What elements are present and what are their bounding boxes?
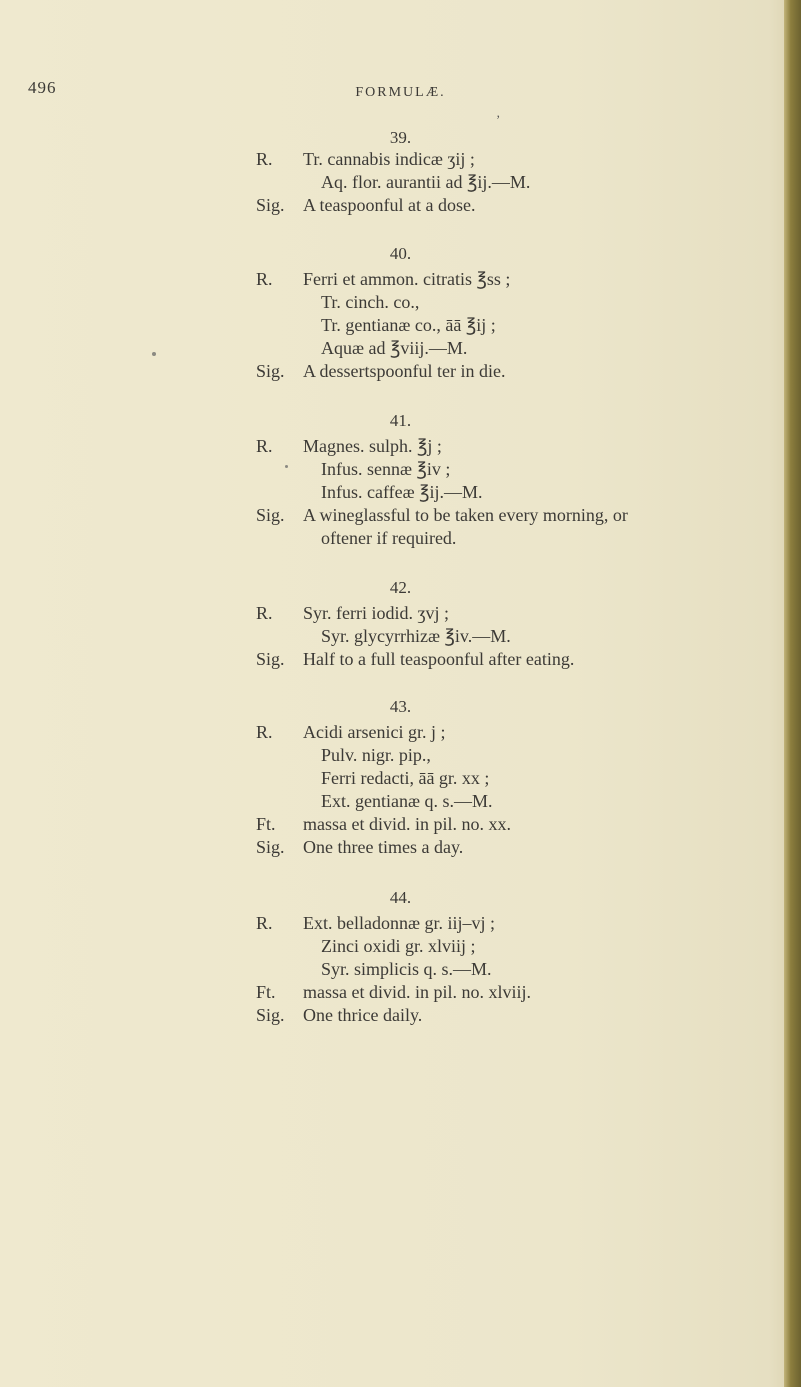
line-label: R. bbox=[256, 149, 273, 169]
line-text: A teaspoonful at a dose. bbox=[303, 195, 476, 215]
line-text: Tr. cinch. co., bbox=[321, 292, 420, 312]
line-text: Infus. caffeæ ℥ij.—M. bbox=[321, 482, 483, 502]
line-label: Ft. bbox=[256, 814, 276, 834]
line-text: Syr. simplicis q. s.—M. bbox=[321, 959, 492, 979]
line-text: massa et divid. in pil. no. xx. bbox=[303, 814, 511, 834]
page-number: 496 bbox=[28, 78, 57, 97]
line-text: Magnes. sulph. ℥j ; bbox=[303, 436, 442, 456]
line-text: One three times a day. bbox=[303, 837, 464, 857]
line-label: Ft. bbox=[256, 982, 276, 1002]
line-text: Tr. gentianæ co., āā ℥ij ; bbox=[321, 315, 496, 335]
line-text: Infus. sennæ ℥iv ; bbox=[321, 459, 451, 479]
page-edge-shadow bbox=[784, 0, 801, 1387]
line-label: Sig. bbox=[256, 195, 285, 215]
line-label: R. bbox=[256, 913, 273, 933]
line-label: R. bbox=[256, 603, 273, 623]
line-text: massa et divid. in pil. no. xlviij. bbox=[303, 982, 531, 1002]
running-head: FORMULÆ. bbox=[355, 85, 446, 100]
line-label: R. bbox=[256, 722, 273, 742]
formula-number: 43. bbox=[389, 697, 412, 716]
line-text: Tr. cannabis indicæ ʒij ; bbox=[303, 149, 475, 169]
line-label: Sig. bbox=[256, 837, 285, 857]
stray-mark: ’ bbox=[496, 112, 501, 127]
line-label: Sig. bbox=[256, 649, 285, 669]
ink-speck bbox=[285, 465, 288, 468]
formula-number: 44. bbox=[389, 888, 412, 907]
line-text: A dessertspoonful ter in die. bbox=[303, 361, 506, 381]
line-text: Acidi arsenici gr. j ; bbox=[303, 722, 446, 742]
line-label: Sig. bbox=[256, 361, 285, 381]
line-label: R. bbox=[256, 436, 273, 456]
line-label: Sig. bbox=[256, 1005, 285, 1025]
line-text: Ferri et ammon. citratis ℥ss ; bbox=[303, 269, 511, 289]
line-text: Aq. flor. aurantii ad ℥ij.—M. bbox=[321, 172, 531, 192]
line-label: R. bbox=[256, 269, 273, 289]
line-text: Zinci oxidi gr. xlviij ; bbox=[321, 936, 476, 956]
formula-number: 42. bbox=[389, 578, 412, 597]
line-text: Ext. belladonnæ gr. iij–vj ; bbox=[303, 913, 495, 933]
line-text: Ferri redacti, āā gr. xx ; bbox=[321, 768, 490, 788]
line-text: Syr. glycyrrhizæ ℥iv.—M. bbox=[321, 626, 511, 646]
formula-number: 39. bbox=[389, 128, 412, 147]
line-label: Sig. bbox=[256, 505, 285, 525]
line-text: One thrice daily. bbox=[303, 1005, 423, 1025]
line-text: Pulv. nigr. pip., bbox=[321, 745, 431, 765]
ink-speck bbox=[152, 352, 156, 356]
formula-number: 41. bbox=[389, 411, 412, 430]
line-text: Half to a full teaspoonful after eating. bbox=[303, 649, 575, 669]
line-text: oftener if required. bbox=[321, 528, 457, 548]
line-text: Syr. ferri iodid. ʒvj ; bbox=[303, 603, 449, 623]
line-text: A wineglassful to be taken every morning, or bbox=[303, 505, 628, 525]
line-text: Ext. gentianæ q. s.—M. bbox=[321, 791, 493, 811]
formula-number: 40. bbox=[389, 244, 412, 263]
line-text: Aquæ ad ℥viij.—M. bbox=[321, 338, 468, 358]
